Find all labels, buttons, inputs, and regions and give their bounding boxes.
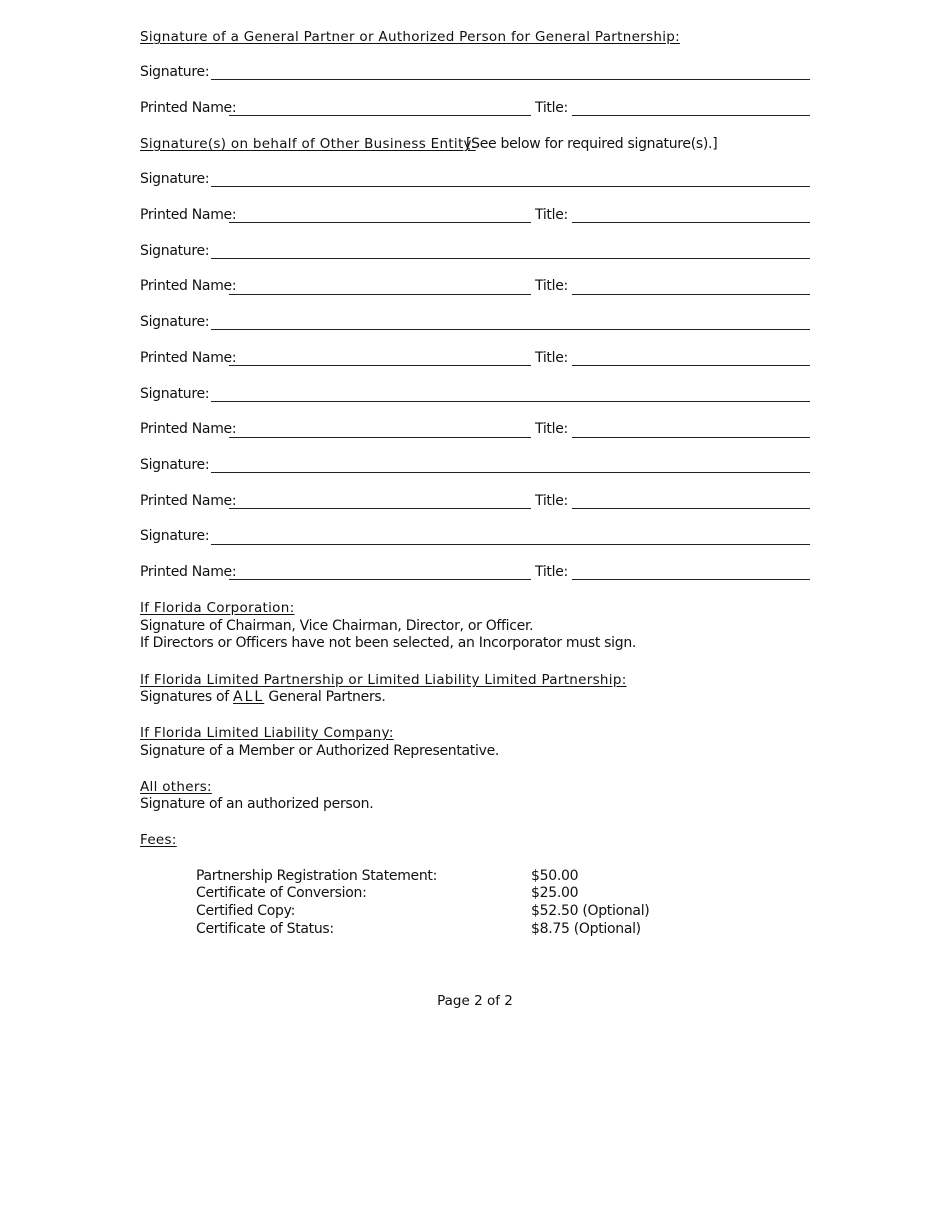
- signature-label: Signature:: [140, 243, 210, 259]
- fee-amount: $52.50 (Optional): [531, 903, 650, 919]
- fee-amount: $25.00: [531, 885, 579, 901]
- limited-partnership-line-prefix: Signatures of: [140, 689, 229, 705]
- printed-name-field[interactable]: [229, 437, 531, 438]
- corporation-heading: If Florida Corporation:: [140, 600, 295, 616]
- printed-name-field[interactable]: [229, 365, 531, 366]
- printed-name-label: Printed Name:: [140, 207, 237, 223]
- title-label: Title:: [535, 421, 568, 437]
- signature-field[interactable]: [211, 329, 810, 330]
- printed-name-label: Printed Name:: [140, 493, 237, 509]
- printed-name-label: Printed Name:: [140, 421, 237, 437]
- others-line-1: Signature of an authorized person.: [140, 796, 374, 812]
- page-number: Page 2 of 2: [437, 993, 513, 1009]
- printed-name-field[interactable]: [229, 115, 531, 116]
- fees-heading: Fees:: [140, 832, 177, 848]
- signature-label: Signature:: [140, 171, 210, 187]
- signature-label: Signature:: [140, 64, 210, 80]
- signature-label: Signature:: [140, 528, 210, 544]
- corporation-line-1: Signature of Chairman, Vice Chairman, Director, or Officer.: [140, 618, 534, 634]
- others-heading: All others:: [140, 779, 212, 795]
- corporation-line-2: If Directors or Officers have not been selected, an Incorporator must sign.: [140, 635, 637, 651]
- signature-field[interactable]: [211, 79, 810, 80]
- printed-name-label: Printed Name:: [140, 100, 237, 116]
- printed-name-field[interactable]: [229, 222, 531, 223]
- title-label: Title:: [535, 100, 568, 116]
- llc-heading: If Florida Limited Liability Company:: [140, 725, 394, 741]
- fee-name: Certificate of Status:: [196, 921, 334, 937]
- title-field[interactable]: [572, 437, 810, 438]
- limited-partnership-heading: If Florida Limited Partnership or Limited Liability Limited Partnership:: [140, 672, 627, 688]
- printed-name-field[interactable]: [229, 579, 531, 580]
- signature-label: Signature:: [140, 314, 210, 330]
- title-label: Title:: [535, 350, 568, 366]
- fee-amount: $50.00: [531, 868, 579, 884]
- title-field[interactable]: [572, 365, 810, 366]
- limited-partnership-line: [140, 688, 386, 706]
- other-entity-heading: Signature(s) on behalf of Other Business Entity:: [140, 136, 476, 152]
- title-field[interactable]: [572, 115, 810, 116]
- printed-name-label: Printed Name:: [140, 278, 237, 294]
- title-label: Title:: [535, 278, 568, 294]
- title-label: Title:: [535, 493, 568, 509]
- limited-partnership-line-emphasis: ALL: [233, 689, 265, 705]
- title-field[interactable]: [572, 222, 810, 223]
- signature-label: Signature:: [140, 457, 210, 473]
- general-partnership-heading: Signature of a General Partner or Authorized Person for General Partnership:: [140, 29, 681, 45]
- signature-field[interactable]: [211, 258, 810, 259]
- limited-partnership-line-suffix: General Partners.: [268, 689, 386, 705]
- fee-name: Certificate of Conversion:: [196, 885, 367, 901]
- signature-field[interactable]: [211, 544, 810, 545]
- signature-field[interactable]: [211, 186, 810, 187]
- fee-name: Certified Copy:: [196, 903, 296, 919]
- other-entity-note: [See below for required signature(s).]: [466, 136, 718, 152]
- llc-line-1: Signature of a Member or Authorized Representative.: [140, 743, 500, 759]
- title-field[interactable]: [572, 294, 810, 295]
- fee-amount: $8.75 (Optional): [531, 921, 641, 937]
- title-field[interactable]: [572, 508, 810, 509]
- printed-name-field[interactable]: [229, 294, 531, 295]
- printed-name-label: Printed Name:: [140, 350, 237, 366]
- signature-label: Signature:: [140, 386, 210, 402]
- fee-name: Partnership Registration Statement:: [196, 868, 438, 884]
- printed-name-field[interactable]: [229, 508, 531, 509]
- printed-name-label: Printed Name:: [140, 564, 237, 580]
- title-label: Title:: [535, 564, 568, 580]
- title-field[interactable]: [572, 579, 810, 580]
- signature-field[interactable]: [211, 401, 810, 402]
- title-label: Title:: [535, 207, 568, 223]
- signature-field[interactable]: [211, 472, 810, 473]
